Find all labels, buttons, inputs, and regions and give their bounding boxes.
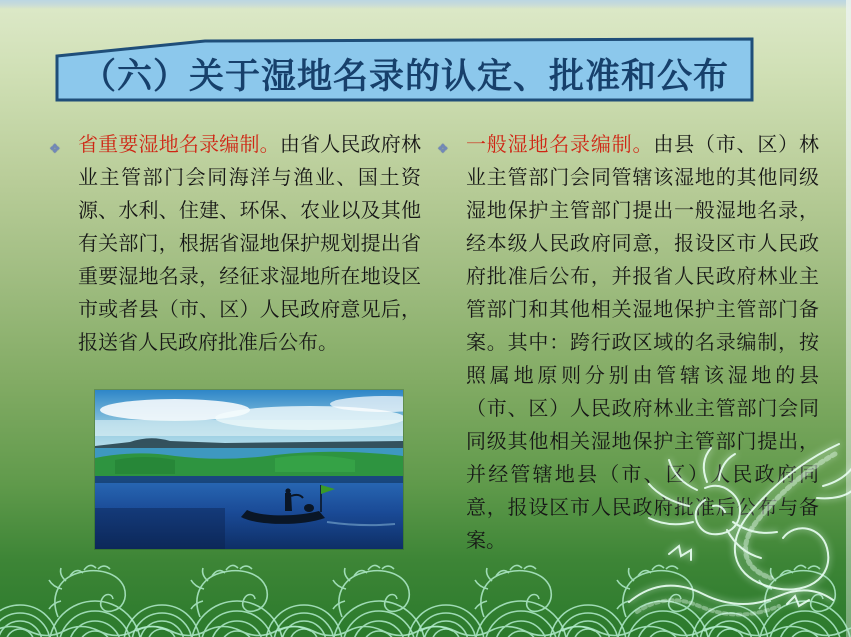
title-banner — [55, 37, 755, 103]
right-paragraph-heading: 一般湿地名录编制。 — [466, 134, 654, 156]
dragon-watermark-icon — [577, 426, 851, 637]
right-paragraph-body: 由县（市、区）林业主管部门会同管辖该湿地的其他同级湿地保护主管部门提出一般湿地名录，经本级人民政府同意，报设区市人民政府批准后公布，并报省人民政府林业主管部门和其他相关湿地保护主管部门备案。其中：跨行政区域的名录编制，按照属地原则分别由管辖该湿地的县（市、区）人民政府林业主管部门会同同级其他相关湿地保护主管部门提出，并经管辖地县（市、区）人民政府同意，报设区市人民政府批准后公布与备案。 — [466, 134, 819, 552]
left-paragraph-heading: 省重要湿地名录编制。 — [78, 134, 280, 156]
wetland-photo — [95, 390, 403, 549]
top-edge-strip — [0, 0, 851, 9]
left-text-column — [47, 129, 421, 360]
page-title: （六）关于湿地名录的认定、批准和公布 — [80, 57, 729, 96]
diamond-bullet-icon: ❖ — [49, 142, 61, 157]
left-paragraph — [78, 129, 421, 360]
left-paragraph-body: 由省人民政府林业主管部门会同海洋与渔业、国土资源、水利、住建、环保、农业以及其他有关部门，根据省湿地保护规划提出省重要湿地名录，经征求湿地所在地设区市或者县（市、区）人民政府意见后，报送省人民政府批准后公布。 — [78, 134, 421, 354]
diamond-bullet-icon: ❖ — [437, 142, 449, 157]
